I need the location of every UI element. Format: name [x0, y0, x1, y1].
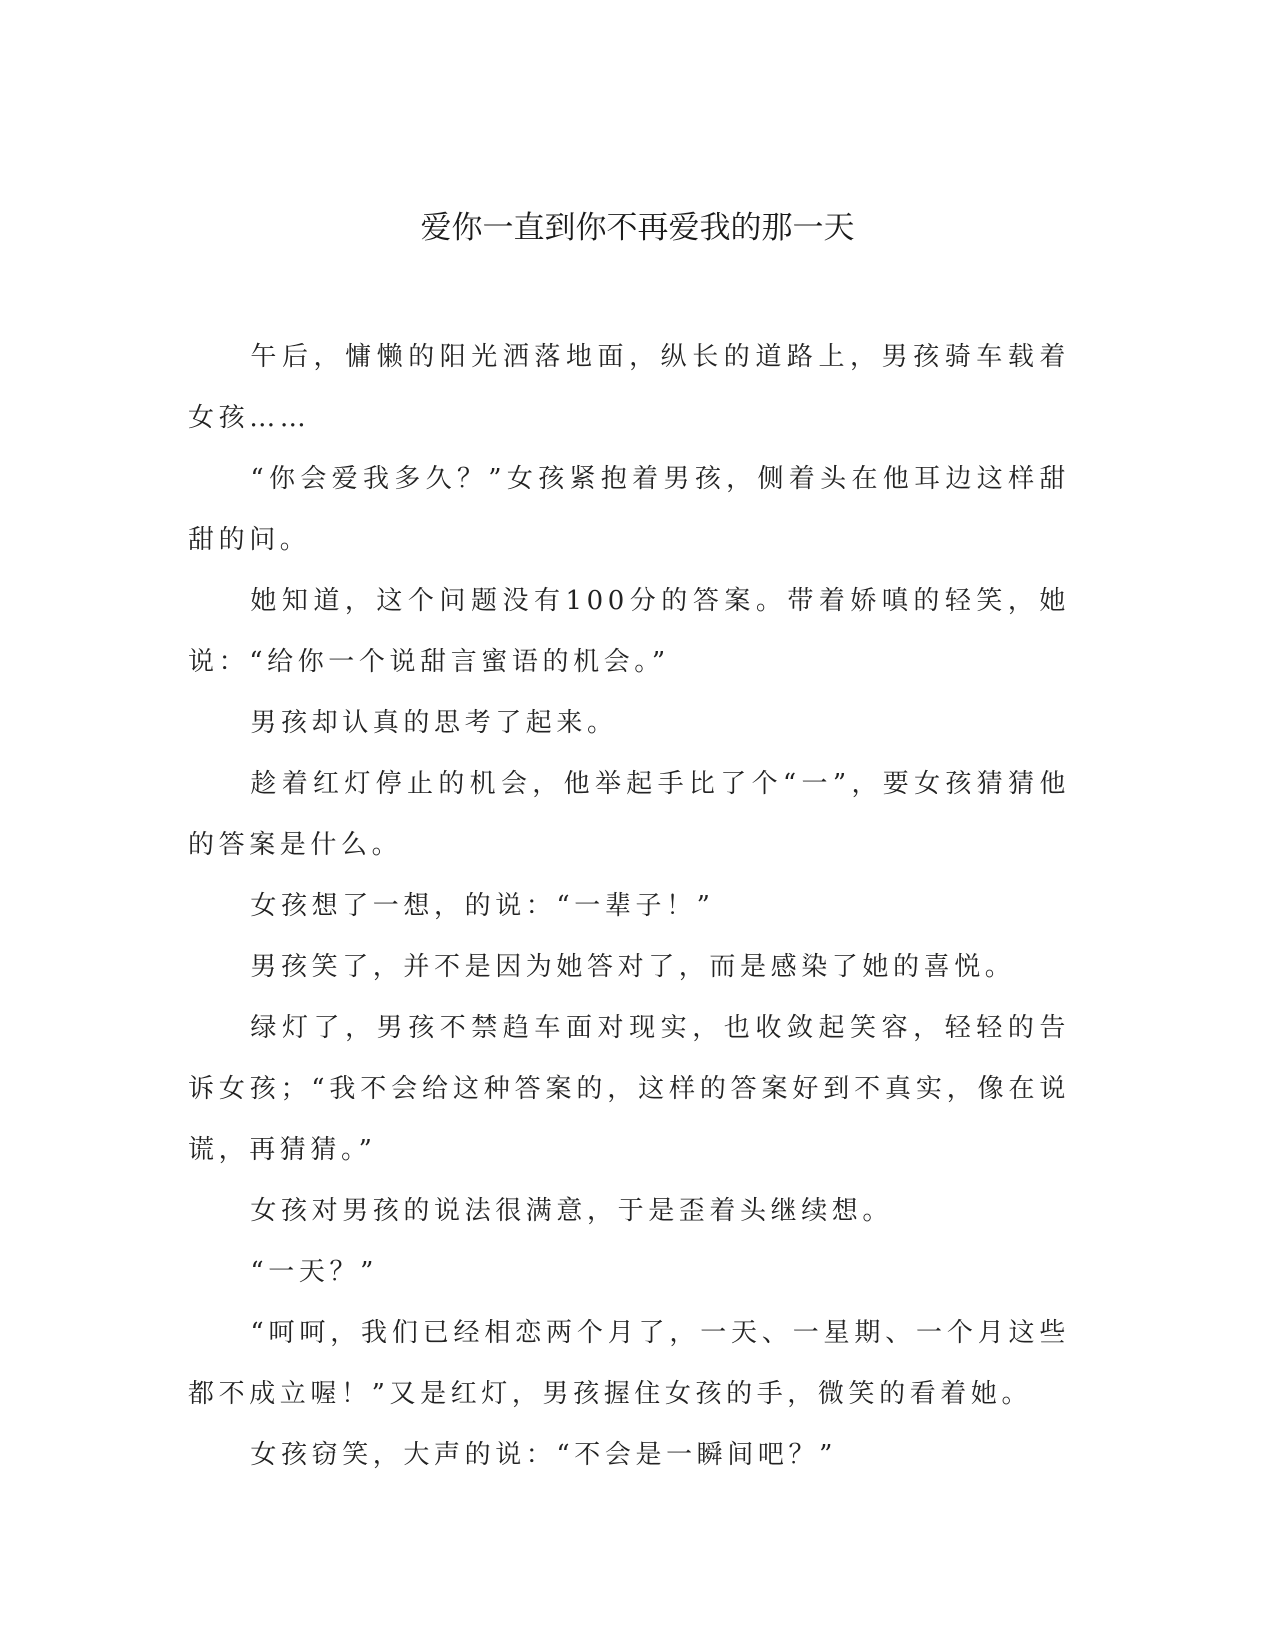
- document-title: 爱你一直到你不再爱我的那一天: [420, 210, 855, 246]
- paragraph: 趁着红灯停止的机会，他举起手比了个“一”，要女孩猜猜他的答案是什么。: [188, 769, 1070, 860]
- paragraph: “一天？”: [250, 1257, 378, 1287]
- paragraph: 她知道，这个问题没有100分的答案。带着娇嗔的轻笑，她说：“给你一个说甜言蜜语的机会。”: [188, 586, 1070, 677]
- paragraph: 绿灯了，男孩不禁趋车面对现实，也收敛起笑容，轻轻的告诉女孩；“我不会给这种答案的，这样的答案好到不真实，像在说谎，再猜猜。”: [188, 1013, 1070, 1165]
- paragraph: “呵呵，我们已经相恋两个月了，一天、一星期、一个月这些都不成立喔！”又是红灯，男孩握住女孩的手，微笑的看着她。: [188, 1318, 1070, 1409]
- paragraph: 男孩笑了，并不是因为她答对了，而是感染了她的喜悦。: [250, 952, 1016, 982]
- paragraph: 男孩却认真的思考了起来。: [250, 708, 618, 738]
- paragraph: “你会爱我多久？”女孩紧抱着男孩，侧着头在他耳边这样甜甜的问。: [188, 464, 1070, 555]
- paragraph: 女孩窃笑，大声的说：“不会是一瞬间吧？”: [250, 1440, 837, 1470]
- paragraph: 女孩想了一想，的说：“一辈子！”: [250, 891, 715, 921]
- paragraph: 女孩对男孩的说法很满意，于是歪着头继续想。: [250, 1196, 893, 1226]
- document-body: [188, 327, 1070, 1486]
- paragraph: 午后，慵懒的阳光洒落地面，纵长的道路上，男孩骑车载着女孩……: [188, 342, 1070, 433]
